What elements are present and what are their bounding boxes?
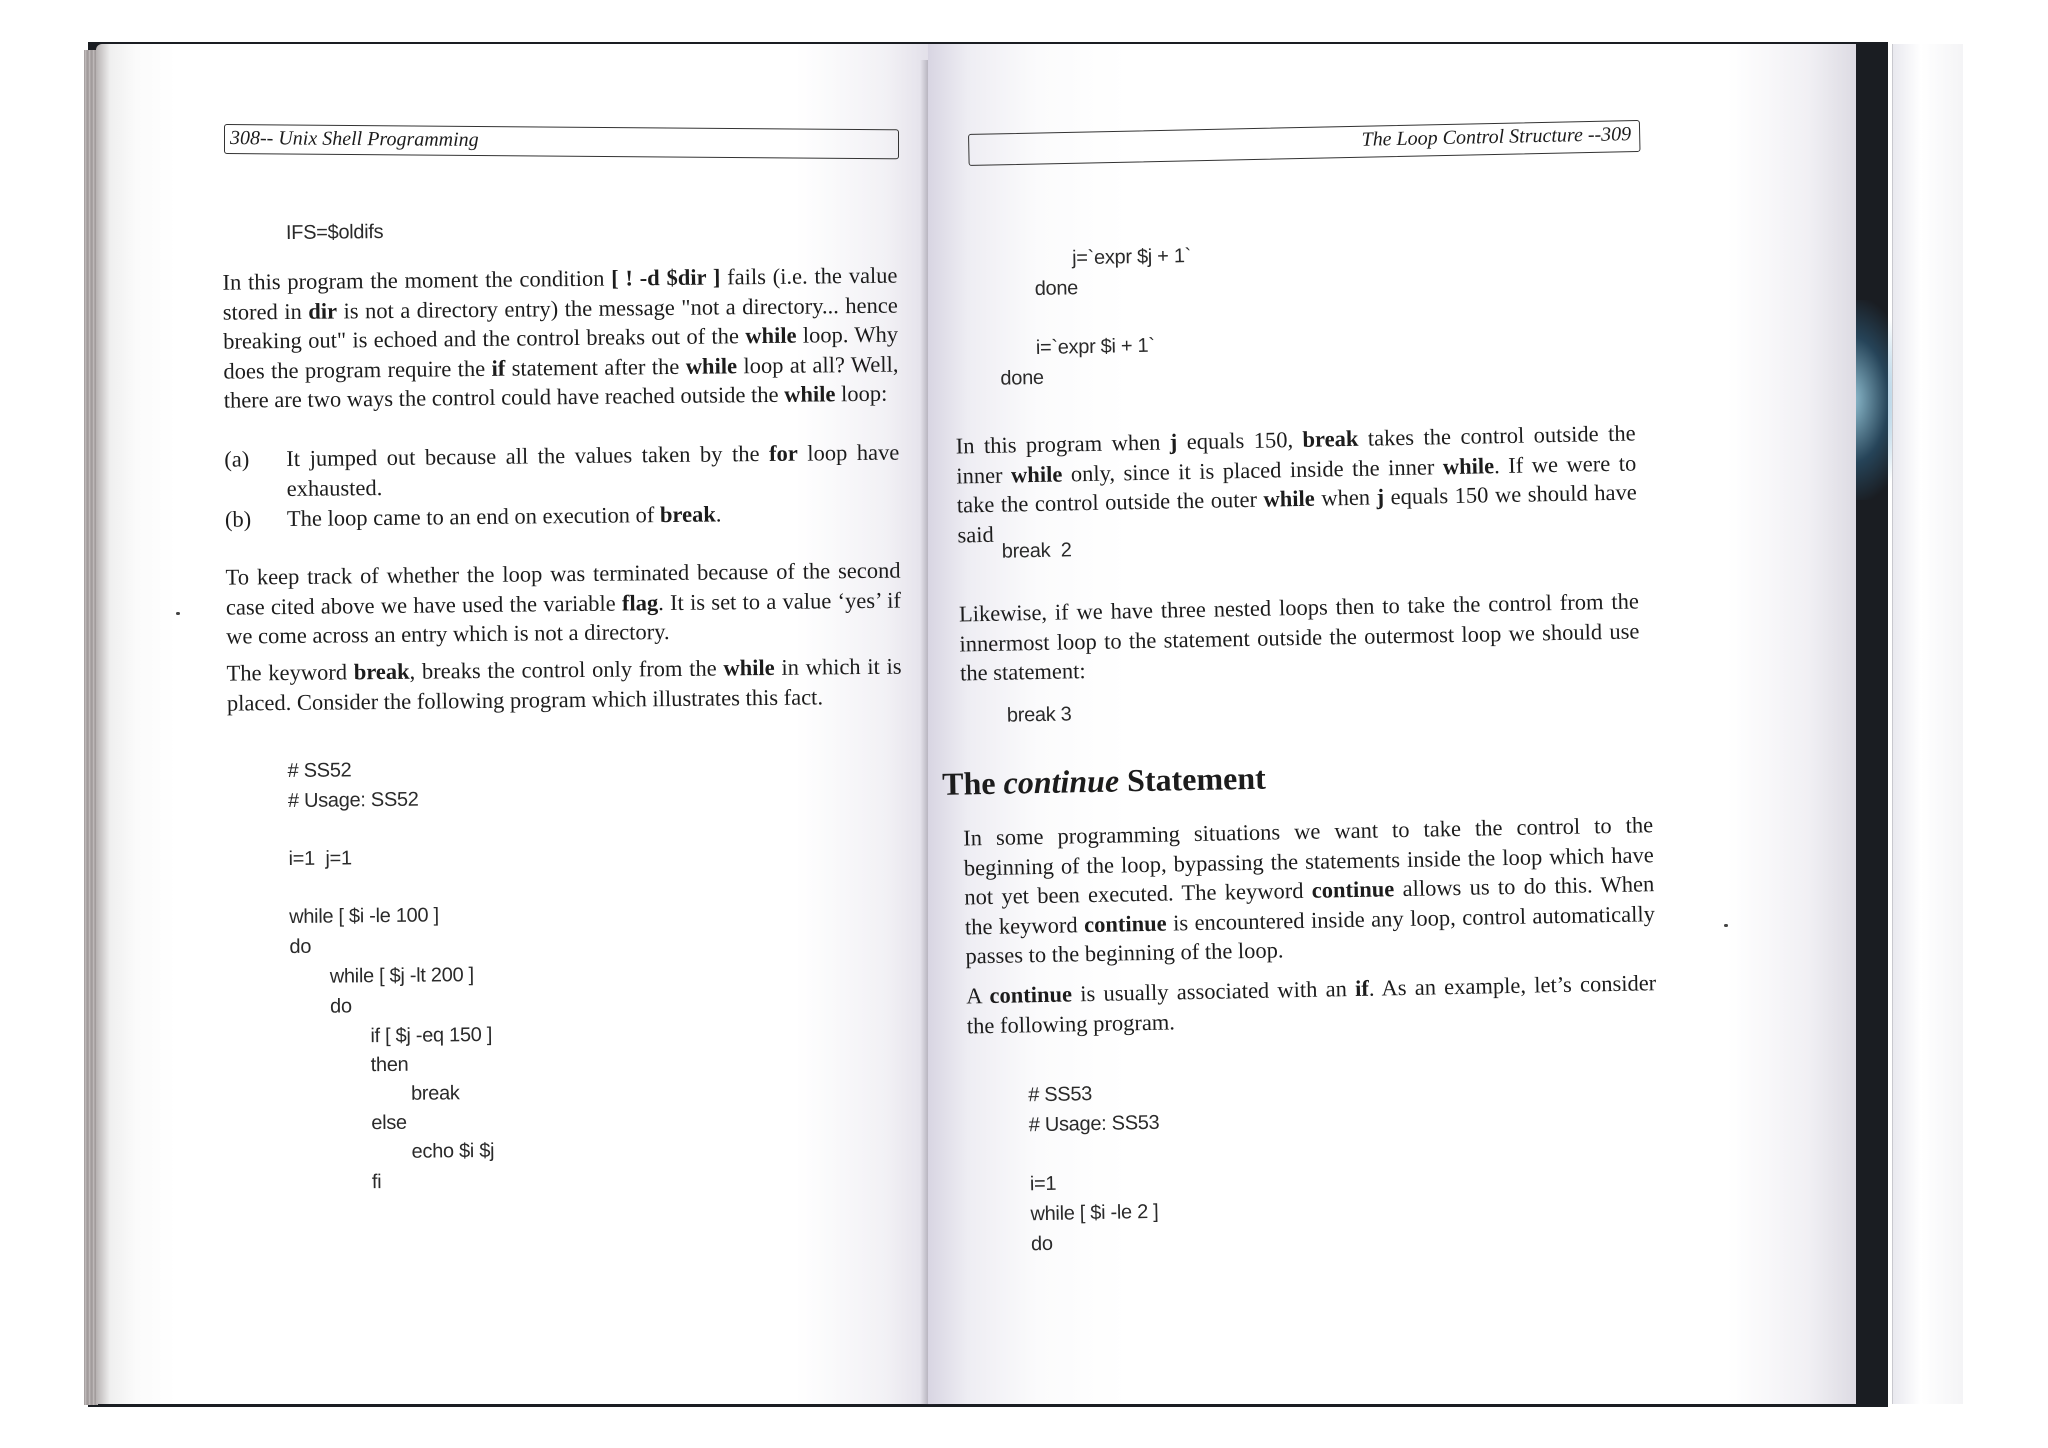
code-line: i=`expr $i + 1` bbox=[1035, 334, 1155, 359]
text-run: . It is set to a value ‘yes’ if we come across an entry which is not a directory. bbox=[226, 587, 902, 649]
code-line: echo $i $j bbox=[411, 1139, 495, 1163]
code-line: if [ $j -eq 150 ] bbox=[370, 1023, 493, 1048]
left-running-header: 308-- Unix Shell Programming bbox=[224, 124, 899, 159]
code-line: IFS=$oldifs bbox=[285, 221, 384, 245]
heading-text-italic: continue bbox=[1003, 762, 1120, 801]
text-run-bold: while bbox=[1010, 461, 1063, 487]
code-line: j=`expr $j + 1` bbox=[1071, 244, 1192, 270]
text-run: is encountered inside any loop, control automatically passes to the beginning of the loop. bbox=[965, 900, 1656, 969]
text-run: statement after the bbox=[505, 353, 686, 381]
right-paragraph-2: Likewise, if we have three nested loops then to take the control from the innermost loop to the statement outside the outermost loop we should use the statement: bbox=[958, 588, 1640, 686]
code-line: while [ $i -le 100 ] bbox=[289, 904, 439, 929]
code-line: while [ $j -lt 200 ] bbox=[329, 964, 474, 988]
code-line: # SS53 bbox=[1027, 1083, 1093, 1107]
list-item-a bbox=[286, 438, 900, 503]
text-run-bold: while bbox=[783, 381, 836, 407]
text-run-bold: break bbox=[1302, 425, 1359, 452]
heading-text: The bbox=[941, 764, 1004, 802]
list-marker: (b) bbox=[224, 506, 252, 532]
text-run-bold: while bbox=[1442, 452, 1495, 479]
text-run: loop. Why does the program require the bbox=[223, 321, 899, 384]
text-run-bold: while bbox=[1263, 485, 1315, 512]
code-line: break 2 bbox=[1001, 539, 1072, 563]
text-run: loop at all? Well, there are two ways the control could have reached outside the bbox=[223, 351, 899, 413]
text-run: . bbox=[715, 501, 722, 527]
text-run-bold: dir bbox=[308, 297, 338, 324]
right-page bbox=[928, 44, 1856, 1404]
right-paragraph-3 bbox=[963, 810, 1656, 971]
text-run: It jumped out because all the values taken by the bbox=[286, 440, 770, 472]
text-run-bold: while bbox=[723, 654, 775, 681]
text-run-bold: while bbox=[685, 352, 738, 379]
text-run: In this program the moment the condition bbox=[222, 265, 612, 295]
code-line: do bbox=[289, 935, 312, 959]
code-line: # SS52 bbox=[287, 759, 352, 783]
text-run-bold: if bbox=[491, 355, 506, 381]
text-run: allows us to do this. When the keyword bbox=[964, 871, 1655, 939]
text-run: The loop came to an end on execution of bbox=[286, 502, 661, 532]
code-line: i=1 j=1 bbox=[288, 847, 352, 871]
right-paragraph-1 bbox=[955, 418, 1637, 549]
scan-speck bbox=[1724, 924, 1728, 927]
text-run: is not a directory entry) the message "not a directory... hence breaking out" is echoed and the control breaks out of the bbox=[222, 292, 898, 354]
text-run: loop: bbox=[835, 380, 888, 407]
code-line: # Usage: SS53 bbox=[1028, 1111, 1160, 1137]
text-run: loop have exhausted. bbox=[286, 439, 900, 501]
left-paragraph-3 bbox=[226, 652, 902, 718]
code-line: while [ $i -le 2 ] bbox=[1030, 1200, 1159, 1226]
text-run-bold: flag bbox=[621, 589, 659, 616]
outer-sheet bbox=[1892, 44, 1963, 1404]
text-run-bold: if bbox=[1354, 975, 1370, 1001]
text-run: In this program when bbox=[955, 429, 1171, 459]
right-page-body bbox=[928, 44, 1856, 1404]
text-run-bold: continue bbox=[1083, 910, 1167, 937]
text-run: only, since it is placed inside the inner bbox=[1062, 453, 1444, 486]
text-run: is usually associated with an bbox=[1071, 975, 1356, 1007]
right-running-header: The Loop Control Structure --309 bbox=[1361, 123, 1632, 151]
code-line: # Usage: SS52 bbox=[287, 788, 419, 813]
code-line: do bbox=[1030, 1232, 1053, 1256]
text-run: takes the control outside the inner bbox=[956, 420, 1636, 489]
text-run: fails (i.e. the value stored in bbox=[222, 262, 898, 325]
left-paragraph-2 bbox=[225, 556, 901, 652]
text-run: when bbox=[1314, 484, 1377, 511]
text-run: To keep track of whether the loop was terminated because of the second case cited above we have used the variable bbox=[225, 557, 901, 620]
code-line: then bbox=[370, 1053, 409, 1077]
text-run: . If we were to take the control outside the outer bbox=[956, 449, 1637, 518]
text-run: . As an example, let’s consider the following program. bbox=[966, 970, 1657, 1038]
left-page-body bbox=[96, 44, 942, 1404]
text-run: equals 150, bbox=[1177, 426, 1303, 455]
list-item-b bbox=[287, 498, 900, 534]
text-run-bold: continue bbox=[1311, 876, 1395, 903]
text-run: , breaks the control only from the bbox=[409, 655, 724, 684]
code-line: i=1 bbox=[1029, 1172, 1057, 1196]
code-line: fi bbox=[371, 1171, 382, 1194]
text-run: equals 150 we should have said bbox=[957, 479, 1637, 548]
code-line: done bbox=[1000, 366, 1044, 390]
text-run-bold: [ ! -d $dir ] bbox=[611, 264, 721, 291]
code-line: break 3 bbox=[1006, 703, 1072, 727]
code-line: done bbox=[1034, 277, 1079, 300]
text-run: In some programming situations we want to take the control to the beginning of the loop, bypassing the statements inside the loop which have not yet been executed. The keyword bbox=[963, 812, 1654, 910]
text-run-bold: j bbox=[1169, 429, 1178, 455]
code-line: do bbox=[329, 995, 352, 1018]
text-run-bold: break bbox=[353, 658, 410, 685]
text-run-bold: continue bbox=[989, 981, 1073, 1008]
text-run: in which it is placed. Consider the following program which illustrates this fact. bbox=[226, 653, 902, 716]
section-heading bbox=[942, 760, 1266, 803]
left-paragraph-1 bbox=[222, 261, 899, 416]
text-run-bold: while bbox=[745, 322, 797, 349]
code-line: break bbox=[410, 1082, 460, 1105]
scan-speck bbox=[176, 612, 180, 615]
text-run-bold: break bbox=[659, 501, 716, 528]
text-run-bold: for bbox=[768, 440, 798, 466]
left-page bbox=[96, 44, 942, 1404]
heading-text: Statement bbox=[1118, 759, 1267, 799]
list-marker: (a) bbox=[224, 446, 250, 472]
text-run-bold: j bbox=[1376, 484, 1385, 510]
right-paragraph-4 bbox=[966, 968, 1657, 1040]
text-run: The keyword bbox=[226, 659, 354, 686]
code-line: else bbox=[371, 1111, 407, 1135]
text-run: A bbox=[966, 982, 990, 1009]
